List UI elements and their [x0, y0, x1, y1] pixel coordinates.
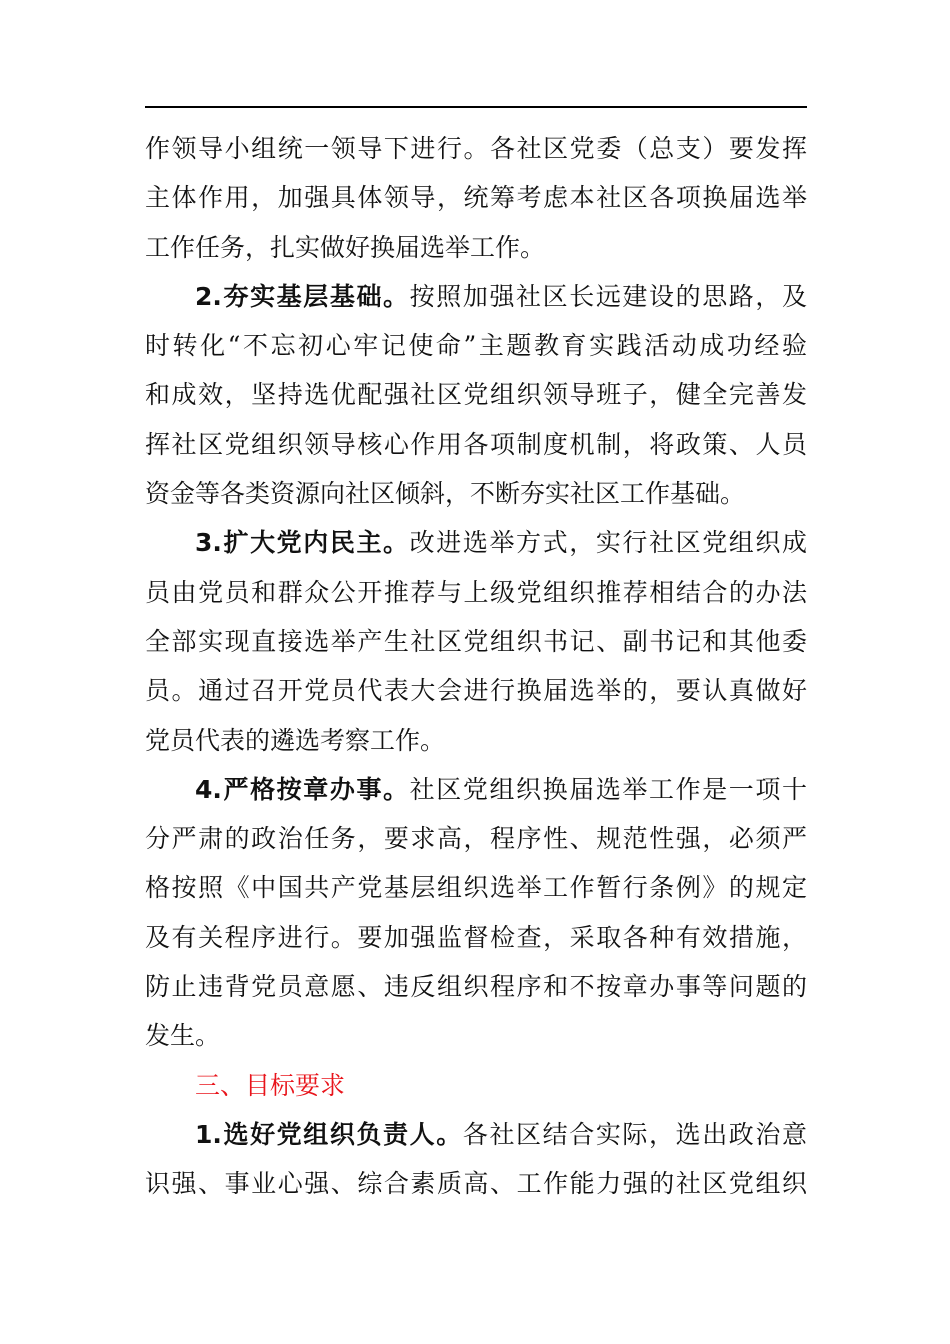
goal-1-first-line [145, 1110, 807, 1159]
paragraph-line: 作领导小组统一领导下进行。各社区党委（总支）要发挥 [145, 134, 807, 163]
goal-1-first-rest: 各社区结合实际，选出政治意 [462, 1119, 807, 1149]
goal-1-lead: 1.选好党组织负责人。 [195, 1119, 463, 1149]
top-rule [145, 106, 807, 108]
paragraph-line: 识强、事业心强、综合素质高、工作能力强的社区党组织 [145, 1169, 807, 1199]
item-2-first-rest: 按照加强社区长远建设的思路，及 [409, 281, 807, 311]
paragraph-line: 及有关程序进行。要加强监督检查，采取各种有效措施， [145, 922, 807, 952]
item-3-lead: 3.扩大党内民主。 [195, 528, 410, 558]
paragraph-line: 员。通过召开党员代表大会进行换届选举的，要认真做好 [145, 676, 807, 706]
item-2-first-line [145, 272, 807, 321]
paragraph-line: 党员代表的遴选考察工作。 [145, 725, 446, 755]
item-2-lead: 2.夯实基层基础。 [195, 281, 410, 311]
paragraph-line: 和成效，坚持选优配强社区党组织领导班子，健全完善发 [145, 380, 807, 410]
paragraph-line: 挥社区党组织领导核心作用各项制度机制，将政策、人员 [145, 429, 807, 459]
paragraph-line: 主体作用，加强具体领导，统筹考虑本社区各项换届选举 [145, 183, 807, 213]
paragraph-line: 格按照《中国共产党基层组织选举工作暂行条例》的规定 [145, 873, 807, 903]
paragraph-line: 分严肃的政治任务，要求高，程序性、规范性强，必须严 [145, 824, 807, 854]
paragraph-line: 防止违背党员意愿、违反组织程序和不按章办事等问题的 [145, 972, 807, 1002]
document-body [145, 124, 807, 1209]
item-4-first-line [145, 765, 807, 814]
item-4-lead: 4.严格按章办事。 [195, 774, 410, 804]
item-3-first-line [145, 518, 807, 567]
paragraph-line: 工作任务，扎实做好换届选举工作。 [145, 232, 546, 262]
section-heading: 三、目标要求 [195, 1070, 346, 1100]
paragraph-line: 员由党员和群众公开推荐与上级党组织推荐相结合的办法 [145, 577, 807, 607]
paragraph-line: 时转化“不忘初心牢记使命”主题教育实践活动成功经验 [145, 331, 807, 361]
item-4-first-rest: 社区党组织换届选举工作是一项十 [409, 774, 807, 804]
paragraph-line: 发生。 [145, 1021, 221, 1051]
item-3-first-rest: 改进选举方式，实行社区党组织成 [409, 528, 807, 558]
paragraph-line: 资金等各类资源向社区倾斜，不断夯实社区工作基础。 [145, 479, 746, 509]
paragraph-line: 全部实现直接选举产生社区党组织书记、副书记和其他委 [145, 626, 807, 656]
